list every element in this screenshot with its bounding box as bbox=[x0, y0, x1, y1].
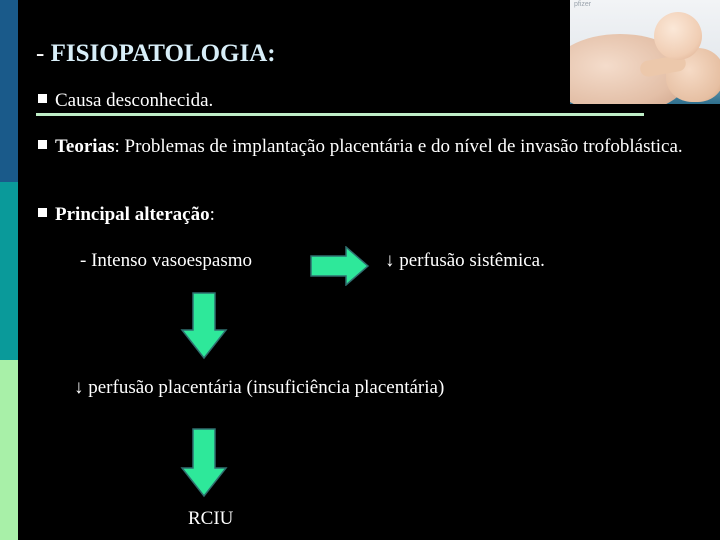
title-divider bbox=[36, 113, 644, 116]
bullet-theories-text: : Problemas de implantação placentária e do nível de invasão trofoblástica. bbox=[114, 136, 683, 157]
down-arrow-icon bbox=[180, 292, 228, 360]
bullet-main-change-text: : bbox=[209, 204, 215, 225]
down-arrow-icon bbox=[180, 428, 228, 498]
systemic-perfusion-text: ↓ perfusão sistêmica. bbox=[385, 250, 545, 271]
bullet-main-change bbox=[38, 204, 215, 226]
placental-perfusion-text: ↓ perfusão placentária (insuficiência placentária) bbox=[74, 377, 445, 398]
title-prefix: - bbox=[36, 40, 51, 67]
left-strip-middle bbox=[0, 182, 18, 360]
vasospasm-text: - Intenso vasoespasmo bbox=[80, 250, 253, 271]
rciu-text: RCIU bbox=[188, 508, 234, 529]
bullet-cause-text: Causa desconhecida. bbox=[55, 90, 214, 111]
bullet-cause bbox=[38, 90, 213, 112]
bullet-square-icon bbox=[38, 140, 47, 149]
bullet-square-icon bbox=[38, 208, 47, 217]
baby-head-shape bbox=[654, 12, 702, 60]
slide-title bbox=[36, 40, 276, 68]
left-strip-top bbox=[0, 0, 18, 182]
title-text: FISIOPATOLOGIA: bbox=[50, 40, 276, 67]
bullet-theories-label: Teorias bbox=[55, 136, 115, 157]
photo-logo: pfizer bbox=[574, 1, 592, 8]
bullet-square-icon bbox=[38, 94, 47, 103]
bullet-theories bbox=[38, 133, 684, 161]
left-strip-bottom bbox=[0, 360, 18, 540]
right-arrow-icon bbox=[310, 246, 370, 286]
bullet-main-change-label: Principal alteração bbox=[55, 204, 210, 225]
mother-baby-photo bbox=[570, 0, 720, 104]
